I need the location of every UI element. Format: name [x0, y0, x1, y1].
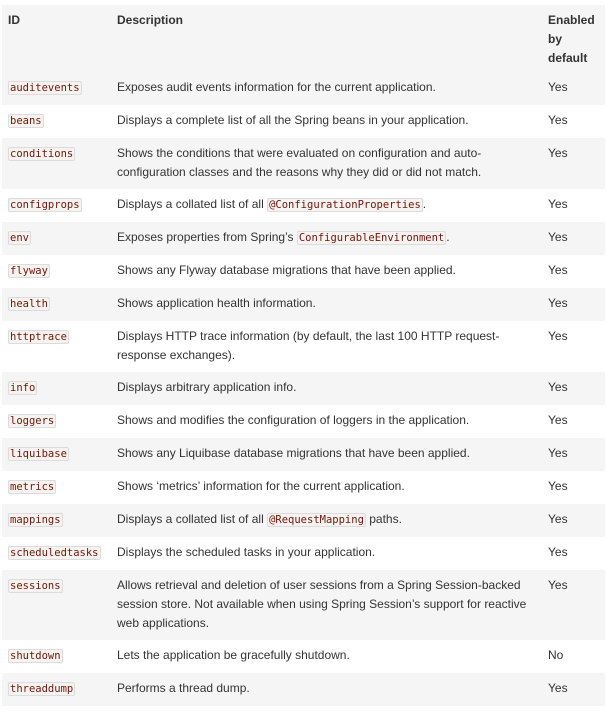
- description-text: Shows any Liquibase database migrations that have been applied.: [117, 446, 470, 460]
- enabled-by-default-value: Yes: [548, 446, 568, 460]
- endpoint-id-cell: [2, 570, 110, 640]
- description-text: Performs a thread dump.: [117, 681, 250, 695]
- endpoint-id-cell: [2, 255, 110, 288]
- table-header-row: [2, 5, 605, 72]
- description-text-after: .: [446, 230, 450, 244]
- description-text: Exposes properties from Spring’s: [117, 230, 297, 244]
- enabled-by-default-value: Yes: [548, 197, 568, 211]
- table-row: [2, 405, 605, 438]
- enabled-by-default-value: Yes: [548, 296, 568, 310]
- endpoint-id-cell: [2, 105, 110, 138]
- table-row: [2, 537, 605, 570]
- enabled-by-default-value: Yes: [548, 113, 568, 127]
- endpoint-description: [110, 405, 542, 438]
- endpoint-id: flyway: [10, 265, 48, 277]
- table-row: [2, 72, 605, 105]
- header-enabled-by-default: Enabled by default: [548, 13, 595, 65]
- table-row: [2, 372, 605, 405]
- table-row: [2, 255, 605, 288]
- endpoint-id-cell: [2, 504, 110, 537]
- endpoint-description: [110, 504, 542, 537]
- endpoint-id: scheduledtasks: [10, 547, 99, 559]
- enabled-by-default-value: Yes: [548, 681, 568, 695]
- description-code: @ConfigurationProperties: [269, 199, 421, 211]
- enabled-by-default-value: Yes: [548, 380, 568, 394]
- enabled-by-default-value: Yes: [548, 146, 568, 160]
- endpoint-id-cell: [2, 673, 110, 706]
- description-code: @RequestMapping: [269, 514, 364, 526]
- endpoint-id-cell: [2, 72, 110, 105]
- endpoint-id-cell: [2, 471, 110, 504]
- enabled-by-default-value: Yes: [548, 80, 568, 94]
- endpoint-id: auditevents: [10, 82, 80, 94]
- description-text: Displays HTTP trace information (by default, the last 100 HTTP request-response exchanges).: [117, 329, 500, 362]
- endpoint-description: [110, 673, 542, 706]
- description-text: Displays the scheduled tasks in your application.: [117, 545, 376, 559]
- table-row: [2, 438, 605, 471]
- header-description: Description: [117, 13, 184, 27]
- description-text: Shows the conditions that were evaluated on configuration and auto-configuration classes and the reasons why they did or did not match.: [117, 146, 482, 179]
- enabled-by-default-value: Yes: [548, 545, 568, 559]
- table-row: [2, 504, 605, 537]
- endpoint-description: [110, 372, 542, 405]
- endpoint-description: [110, 72, 542, 105]
- endpoint-description: [110, 321, 542, 372]
- endpoint-id-cell: [2, 438, 110, 471]
- endpoint-id-cell: [2, 222, 110, 255]
- enabled-by-default-value: Yes: [548, 230, 568, 244]
- endpoint-id-cell: [2, 372, 110, 405]
- description-text-after: .: [422, 197, 427, 211]
- description-text: Displays a collated list of all: [117, 197, 268, 211]
- endpoint-id-cell: [2, 537, 110, 570]
- description-text: Shows any Flyway database migrations that have been applied.: [117, 263, 456, 277]
- endpoint-description: [110, 471, 542, 504]
- endpoint-id-cell: [2, 321, 110, 372]
- description-text-after: paths.: [365, 512, 402, 526]
- enabled-by-default-value: Yes: [548, 512, 568, 526]
- endpoint-description: [110, 138, 542, 189]
- endpoint-description: [110, 189, 542, 222]
- table-row: [2, 222, 605, 255]
- table-row: [2, 640, 605, 673]
- description-text: Shows ‘metrics’ information for the current application.: [117, 479, 405, 493]
- table-row: [2, 321, 605, 372]
- description-text: Lets the application be gracefully shutdown.: [117, 648, 350, 662]
- endpoint-description: [110, 537, 542, 570]
- table-row: [2, 288, 605, 321]
- table-row: [2, 189, 605, 222]
- endpoint-id: health: [10, 298, 48, 310]
- endpoint-id: metrics: [10, 481, 55, 493]
- enabled-by-default-value: Yes: [548, 329, 568, 343]
- endpoint-id-cell: [2, 405, 110, 438]
- endpoint-id: shutdown: [10, 650, 61, 662]
- endpoint-id: threaddump: [10, 683, 74, 695]
- description-text: Allows retrieval and deletion of user sessions from a Spring Session-backed session store. Not available when using Spring Session’s support for reactive web applications.: [117, 578, 527, 630]
- table-row: [2, 471, 605, 504]
- endpoint-id-cell: [2, 288, 110, 321]
- enabled-by-default-value: Yes: [548, 578, 568, 592]
- endpoint-id: configprops: [10, 199, 80, 211]
- table-row: [2, 138, 605, 189]
- description-text: Displays a collated list of all: [117, 512, 268, 526]
- enabled-by-default-value: Yes: [548, 479, 568, 493]
- description-text: Exposes audit events information for the current application.: [117, 80, 436, 94]
- endpoint-description: [110, 288, 542, 321]
- endpoint-id: httptrace: [10, 331, 67, 343]
- table-row: [2, 570, 605, 640]
- enabled-by-default-value: No: [548, 648, 564, 662]
- description-code: ConfigurableEnvironment: [298, 232, 445, 244]
- endpoint-description: [110, 438, 542, 471]
- endpoint-description: [110, 255, 542, 288]
- enabled-by-default-value: Yes: [548, 413, 568, 427]
- endpoint-id: liquibase: [10, 448, 67, 460]
- endpoint-description: [110, 105, 542, 138]
- endpoints-table: [2, 5, 605, 706]
- endpoint-id-cell: [2, 138, 110, 189]
- description-text: Displays arbitrary application info.: [117, 380, 297, 394]
- description-text: Shows and modifies the configuration of loggers in the application.: [117, 413, 470, 427]
- endpoint-id: info: [10, 382, 36, 394]
- enabled-by-default-value: Yes: [548, 263, 568, 277]
- endpoint-id: loggers: [10, 415, 55, 427]
- description-text: Shows application health information.: [117, 296, 316, 310]
- endpoint-id-cell: [2, 640, 110, 673]
- endpoint-description: [110, 570, 542, 640]
- endpoint-id: mappings: [10, 514, 61, 526]
- endpoint-id: beans: [10, 115, 42, 127]
- endpoint-id: conditions: [10, 148, 74, 160]
- table-row: [2, 105, 605, 138]
- endpoint-id-cell: [2, 189, 110, 222]
- endpoint-id: env: [10, 232, 29, 244]
- endpoint-description: [110, 640, 542, 673]
- endpoint-id: sessions: [10, 580, 61, 592]
- table-row: [2, 673, 605, 706]
- header-id: ID: [8, 13, 20, 27]
- endpoint-description: [110, 222, 542, 255]
- table-body: [2, 72, 605, 706]
- description-text: Displays a complete list of all the Spring beans in your application.: [117, 113, 469, 127]
